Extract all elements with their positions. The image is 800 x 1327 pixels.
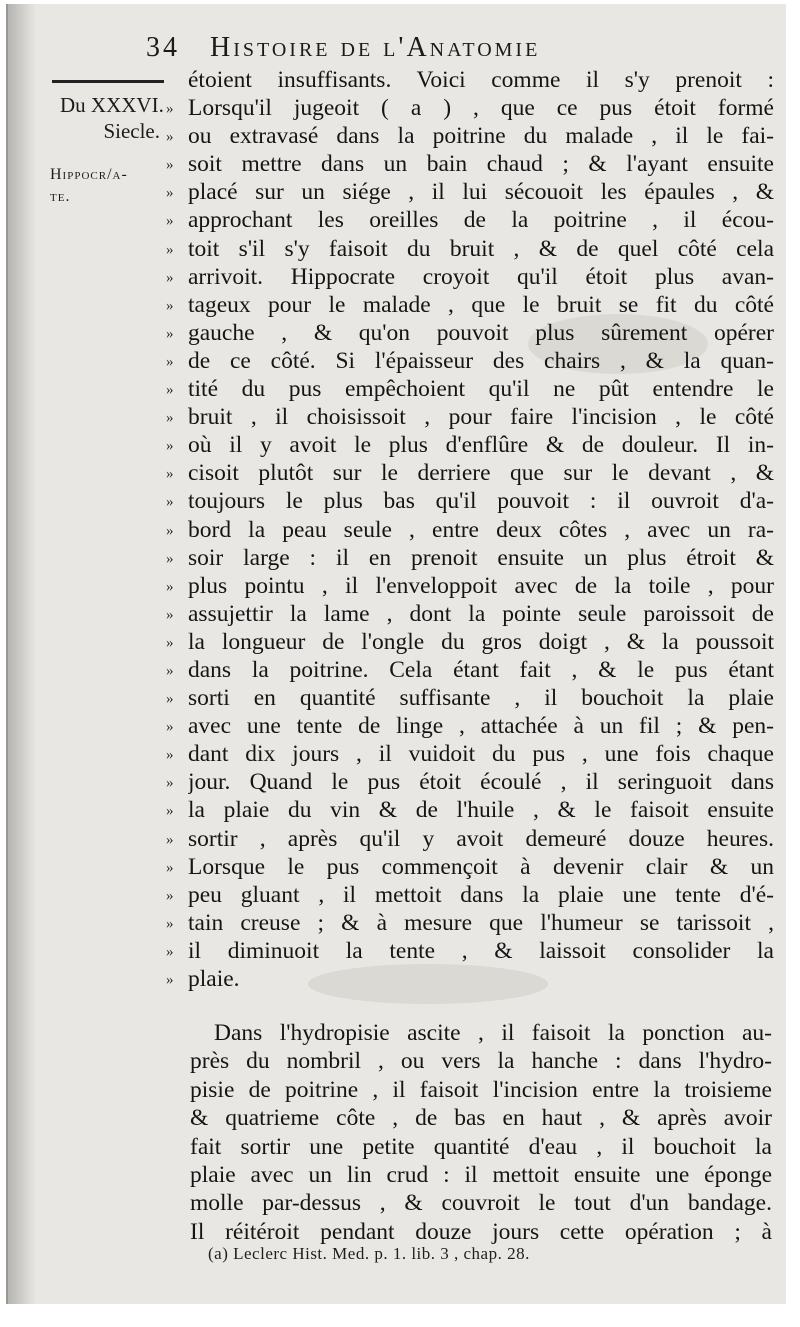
- line-text: toit s'il s'y faisoit du bruit , & de quel côté cela: [188, 235, 774, 262]
- quote-mark: »: [166, 241, 172, 258]
- line-text: bord la peau seule , entre deux côtes , avec un ra-: [188, 516, 774, 543]
- line-text: sortir , après qu'il y avoit demeuré douze heures.: [188, 825, 774, 852]
- text-line: [158, 768, 778, 796]
- quote-mark: »: [166, 775, 172, 792]
- line-text: assujettir la lame , dont la pointe seule paroissoit de: [188, 600, 774, 627]
- quote-mark: »: [166, 747, 172, 764]
- footnote: (a) Leclerc Hist. Med. p. 1. lib. 3 , chap. 28.: [208, 1244, 530, 1263]
- paragraph-line: & quatrieme côte , de bas en haut , & après avoir: [190, 1105, 772, 1132]
- quote-mark: »: [166, 606, 172, 623]
- margin-note-line: te.: [50, 188, 71, 205]
- line-text: bruit , il choisissoit , pour faire l'incision , le côté: [188, 404, 774, 431]
- quoted-passage: [158, 66, 778, 993]
- text-line: [158, 628, 778, 656]
- line-text: cisoit plutôt sur le derriere que sur le devant , &: [188, 460, 774, 487]
- quote-mark: »: [166, 185, 172, 202]
- quote-mark: »: [166, 129, 172, 146]
- margin-note-line: Du XXXVI.: [60, 93, 164, 117]
- text-line: [158, 150, 778, 178]
- text-line: [158, 94, 778, 122]
- text-line: [158, 319, 778, 347]
- quote-mark: »: [166, 297, 172, 314]
- line-text: dans la poitrine. Cela étant fait , & le pus étant: [188, 656, 774, 683]
- paragraph-line: Il réitéroit pendant douze jours cette opération ; à: [190, 1218, 772, 1245]
- text-line: [158, 122, 778, 150]
- line-text: dant dix jours , il vuidoit du pus , une fois chaque: [188, 741, 774, 768]
- line-text: jour. Quand le pus étoit écoulé , il seringuoit dans: [188, 769, 774, 796]
- quote-mark: »: [166, 719, 172, 736]
- line-text: étoient insuffisants. Voici comme il s'y prenoit :: [188, 67, 774, 93]
- quote-mark: »: [166, 213, 172, 230]
- quote-mark: »: [166, 943, 172, 960]
- paragraph-line: pisie de poitrine , il faisoit l'incision entre la troisieme: [190, 1076, 772, 1103]
- line-text: Lorsque le pus commençoit à devenir clair & un: [188, 853, 774, 880]
- paragraph-line: molle par-dessus , & couvroit le tout d'un bandage.: [190, 1190, 772, 1217]
- line-text: tain creuse ; & à mesure que l'humeur se tarissoit ,: [188, 909, 774, 936]
- text-line: [158, 909, 778, 937]
- text-line: [158, 796, 778, 824]
- line-text: avec une tente de linge , attachée à un fil ; & pen-: [188, 713, 774, 740]
- text-line: [158, 881, 778, 909]
- margin-note-line: Hippocr/a-: [50, 166, 128, 183]
- quote-mark: »: [166, 691, 172, 708]
- quote-mark: »: [166, 803, 172, 820]
- margin-note-century: [60, 92, 164, 144]
- quote-mark: »: [166, 466, 172, 483]
- text-line: [158, 516, 778, 544]
- quote-mark: »: [166, 550, 172, 567]
- quote-mark: [158, 66, 188, 94]
- line-text: gauche , & qu'on pouvoit plus sûrement opérer: [188, 319, 774, 346]
- line-text: tité du pus empêchoient qu'il ne pût entendre le: [188, 376, 774, 403]
- quote-mark: »: [166, 382, 172, 399]
- quote-mark: »: [166, 410, 172, 427]
- text-line: [158, 235, 778, 263]
- text-line: [158, 347, 778, 375]
- text-line: [158, 937, 778, 965]
- line-text: soit mettre dans un bain chaud ; & l'ayant ensuite: [188, 151, 774, 178]
- line-text: Lorsqu'il jugeoit ( a ) , que ce pus étoit formé: [188, 95, 774, 122]
- line-text: arrivoit. Hippocrate croyoit qu'il étoit plus avan-: [188, 263, 774, 290]
- line-text: placé sur un siége , il lui sécouoit les épaules , &: [188, 179, 774, 206]
- text-line: [158, 825, 778, 853]
- line-text: la longueur de l'ongle du gros doigt , & la poussoit: [188, 628, 774, 655]
- text-line: [158, 544, 778, 572]
- text-line: [158, 431, 778, 459]
- quote-mark: »: [166, 578, 172, 595]
- text-line: [158, 291, 778, 319]
- text-line: [158, 740, 778, 768]
- quote-mark: »: [166, 157, 172, 174]
- line-text: il diminuoit la tente , & laissoit consolider la: [188, 937, 774, 964]
- text-line: [158, 572, 778, 600]
- line-text: approchant les oreilles de la poitrine , il écou-: [188, 207, 774, 234]
- line-text: de ce côté. Si l'épaisseur des chairs , & la quan-: [188, 347, 774, 374]
- text-line: [158, 459, 778, 487]
- paragraph-hydropisie: [190, 1019, 772, 1246]
- margin-note-name: [50, 164, 170, 208]
- line-text: tageux pour le malade , que le bruit se fit du côté: [188, 291, 774, 318]
- line-text: la plaie du vin & de l'huile , & le faisoit ensuite: [188, 797, 774, 824]
- quote-mark: »: [166, 438, 172, 455]
- paragraph-line: plaie avec un lin crud : il mettoit ensuite une éponge: [190, 1161, 772, 1188]
- quote-mark: »: [166, 634, 172, 651]
- text-line: [158, 684, 778, 712]
- quote-mark: »: [166, 522, 172, 539]
- margin-rule: [52, 80, 164, 83]
- quote-mark: »: [166, 859, 172, 876]
- text-line: [158, 600, 778, 628]
- quote-mark: »: [166, 325, 172, 342]
- line-text: ou extravasé dans la poitrine du malade , il le fai-: [188, 123, 774, 150]
- paragraph-line: près du nombril , ou vers la hanche : dans l'hydro-: [190, 1048, 772, 1075]
- running-title: Histoire de l'Anatomie: [210, 32, 541, 63]
- text-line: [158, 853, 778, 881]
- quote-mark: »: [166, 831, 172, 848]
- quote-mark: »: [166, 494, 172, 511]
- paragraph-line: Dans l'hydropisie ascite , il faisoit la ponction au-: [214, 1020, 772, 1046]
- margin-note-line: Siecle.: [103, 119, 160, 143]
- quote-mark: »: [166, 101, 172, 118]
- quote-mark: »: [166, 972, 172, 988]
- text-line: [158, 206, 778, 234]
- line-text: peu gluant , il mettoit dans la plaie une tente d'é-: [188, 881, 774, 908]
- line-text: plus pointu , il l'enveloppoit avec de la toile , pour: [188, 572, 774, 599]
- text-line: [158, 712, 778, 740]
- text-line: [158, 403, 778, 431]
- text-line: [158, 66, 778, 94]
- line-text: soir large : il en prenoit ensuite un plus étroit &: [188, 544, 774, 571]
- quote-mark: »: [166, 915, 172, 932]
- text-line: [158, 656, 778, 684]
- quote-mark: »: [166, 887, 172, 904]
- book-page: [6, 4, 786, 1304]
- line-text: toujours le plus bas qu'il pouvoit : il ouvroit d'a-: [188, 488, 774, 515]
- text-line: [158, 487, 778, 515]
- quote-mark: »: [166, 662, 172, 679]
- text-line: [158, 178, 778, 206]
- text-line: [158, 263, 778, 291]
- quote-mark: »: [166, 353, 172, 370]
- quote-mark: »: [166, 269, 172, 286]
- line-text: où il y avoit le plus d'enflûre & de douleur. Il in-: [188, 432, 774, 459]
- text-line: [158, 375, 778, 403]
- text-line: [158, 965, 778, 993]
- line-text: sorti en quantité suffisante , il bouchoit la plaie: [188, 685, 774, 712]
- paragraph-line: fait sortir une petite quantité d'eau , il bouchoit la: [190, 1133, 772, 1160]
- line-text: plaie.: [188, 966, 240, 992]
- page-number: 34: [146, 32, 180, 63]
